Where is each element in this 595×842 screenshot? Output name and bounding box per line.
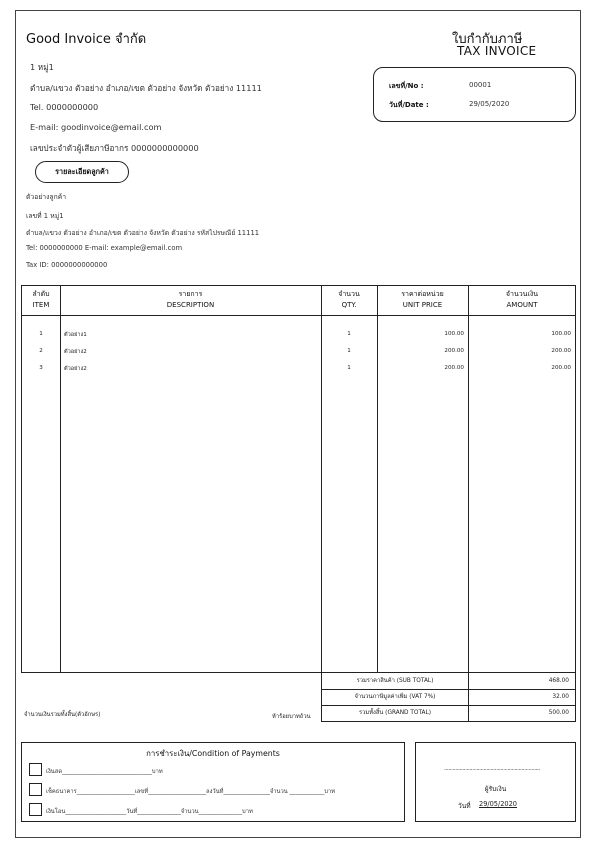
grand-total-row — [322, 705, 575, 721]
doc-date-value: 29/05/2020 — [469, 100, 510, 108]
subtotal-label: รวมราคาสินค้า (SUB TOTAL) — [356, 678, 434, 684]
header-qty-th: จำนวน — [338, 290, 360, 298]
signature-box — [415, 742, 576, 822]
transfer-checkbox[interactable] — [29, 803, 42, 816]
customer-name: ตัวอย่างลูกค้า — [26, 193, 67, 201]
subtotal-row — [322, 673, 575, 690]
row-unit-price: 200.00 — [444, 365, 464, 371]
customer-details-button[interactable]: รายละเอียดลูกค้า — [35, 161, 129, 183]
doc-no-label: เลขที่/No : — [389, 82, 424, 90]
document-title-thai: ใบกำกับภาษี — [452, 32, 523, 47]
doc-no-value: 00001 — [469, 81, 492, 89]
seller-address-line2: ตำบล/แขวง ตัวอย่าง อำเภอ/เขต ตัวอย่าง จังหวัด ตัวอย่าง 11111 — [30, 83, 262, 93]
header-qty — [321, 289, 377, 311]
items-table — [21, 285, 576, 673]
invoice-page — [15, 10, 581, 838]
seller-address-line1: 1 หมู่1 — [30, 62, 54, 72]
customer-contact: Tel: 0000000000 E-mail: example@email.com — [26, 244, 183, 252]
totals-box — [321, 673, 576, 722]
row-unit-price: 100.00 — [444, 331, 464, 337]
column-divider — [321, 286, 322, 672]
column-divider — [60, 286, 61, 672]
subtotal-value: 468.00 — [548, 678, 569, 684]
doc-date-label: วันที่/Date : — [389, 101, 429, 109]
header-qty-en: QTY. — [341, 301, 357, 309]
header-item — [22, 289, 60, 311]
header-amount-en: AMOUNT — [506, 301, 538, 309]
row-amount: 200.00 — [551, 365, 571, 371]
row-item-number: 3 — [39, 365, 43, 371]
cash-checkbox[interactable] — [29, 763, 42, 776]
row-qty: 1 — [347, 365, 351, 371]
header-unit-price — [377, 289, 468, 311]
vat-value: 32.00 — [552, 694, 569, 700]
row-qty: 1 — [347, 348, 351, 354]
grand-total-value: 500.00 — [548, 710, 569, 716]
signature-date-label: วันที่ — [458, 802, 471, 810]
header-amount — [468, 289, 576, 311]
seller-tel: Tel. 0000000000 — [30, 102, 99, 112]
header-description-th: รายการ — [178, 290, 203, 298]
payment-title: การชำระเงิน/Condition of Payments — [146, 749, 280, 758]
column-divider — [377, 286, 378, 672]
row-description: ตัวอย่าง2 — [64, 349, 87, 355]
customer-address-line1: เลขที่ 1 หมู่1 — [26, 212, 64, 220]
customer-tax-id: Tax ID: 0000000000000 — [26, 261, 108, 269]
payment-cheque-line: เช็คธนาคาร____________________เลขที่____________________ลงวันที่________________จำนวน ____________บาท — [46, 789, 336, 795]
row-item-number: 2 — [39, 348, 43, 354]
payment-conditions-box — [21, 742, 405, 822]
column-divider — [468, 286, 469, 672]
vat-row — [322, 689, 575, 706]
amount-in-words-value: ห้าร้อยบาทถ้วน — [272, 714, 311, 720]
header-unit-price-th: ราคาต่อหน่วย — [401, 290, 444, 298]
header-amount-th: จำนวนเงิน — [505, 290, 539, 298]
row-description: ตัวอย่าง1 — [64, 332, 87, 338]
document-title-english: TAX INVOICE — [457, 44, 537, 58]
seller-tax-id: เลขประจำตัวผู้เสียภาษีอากร 0000000000000 — [30, 143, 199, 153]
row-qty: 1 — [347, 331, 351, 337]
header-description — [60, 289, 321, 311]
cheque-checkbox[interactable] — [29, 783, 42, 796]
row-unit-price: 200.00 — [444, 348, 464, 354]
company-name: Good Invoice จำกัด — [26, 32, 147, 47]
row-item-number: 1 — [39, 331, 43, 337]
row-description: ตัวอย่าง2 — [64, 366, 87, 372]
document-info-box — [373, 67, 576, 122]
payment-cash-line: เงินสด_______________________________บาท — [46, 769, 163, 775]
payment-transfer-line: เงินโอน_____________________วันที่_______________จำนวน_______________บาท — [46, 809, 253, 815]
customer-address-line2: ตำบล/แขวง ตัวอย่าง อำเภอ/เขต ตัวอย่าง จังหวัด ตัวอย่าง รหัสไปรษณีย์ 11111 — [26, 229, 260, 237]
grand-total-label: รวมทั้งสิ้น (GRAND TOTAL) — [359, 710, 431, 716]
row-amount: 200.00 — [551, 348, 571, 354]
amount-in-words-label: จำนวนเงินรวมทั้งสิ้น(ตัวอักษร) — [24, 712, 101, 718]
row-amount: 100.00 — [551, 331, 571, 337]
signature-date-value: 29/05/2020 — [479, 800, 518, 808]
receiver-label: ผู้รับเงิน — [484, 785, 507, 793]
header-divider — [22, 315, 575, 316]
signature-line: .................................................................... — [444, 765, 540, 772]
header-unit-price-en: UNIT PRICE — [402, 301, 443, 309]
header-description-en: DESCRIPTION — [166, 301, 215, 309]
header-item-en: ITEM — [32, 301, 50, 309]
vat-label: จำนวนภาษีมูลค่าเพิ่ม (VAT 7%) — [354, 694, 436, 700]
header-item-th: ลำดับ — [32, 290, 50, 298]
seller-email: E-mail: goodinvoice@email.com — [30, 122, 162, 132]
